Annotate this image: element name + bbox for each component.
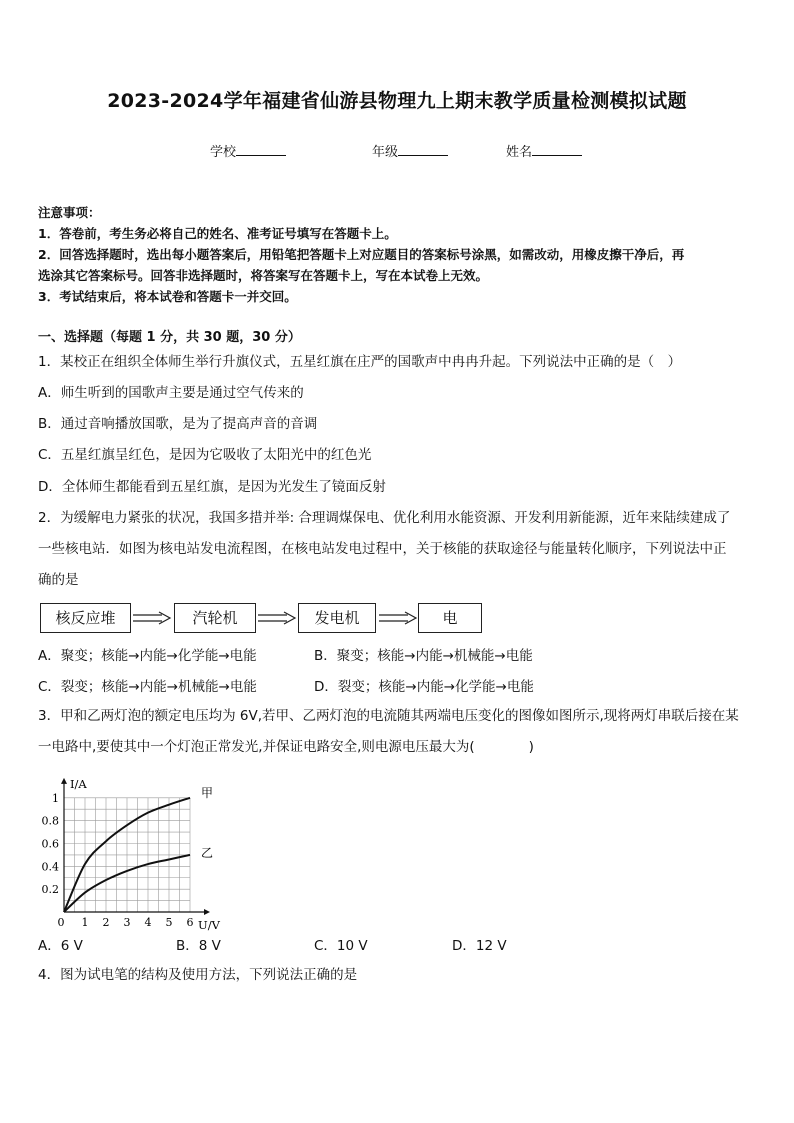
note-item: 3．考试结束后，将本试卷和答题卡一并交回。: [38, 289, 297, 304]
y-tick-label: 0.6: [41, 837, 59, 851]
q2-stem-line3: 确的是: [38, 572, 79, 588]
y-tick-label: 0.2: [41, 883, 59, 897]
q2-stem-line1: 2．为缓解电力紧张的状况，我国多措并举: 合理调煤保电、优化利用水能资源、开发利用新能源，近年来陆续建成了: [38, 510, 731, 526]
q3-option-a[interactable]: A．6 V: [38, 938, 83, 954]
y-axis-label: I/A: [70, 776, 87, 791]
flow-arrow-icon: [378, 611, 418, 625]
section-heading: 一、选择题（每题 1 分，共 30 题，30 分）: [38, 330, 301, 345]
q1-option-b[interactable]: B．通过音响播放国歌，是为了提高声音的音调: [38, 416, 318, 432]
iu-chart-svg: [36, 770, 236, 932]
q3-option-d[interactable]: D．12 V: [452, 938, 507, 954]
q2-option-b[interactable]: B．聚变；核能→内能→机械能→电能: [314, 648, 533, 664]
notes-heading: 注意事项：: [38, 205, 101, 220]
q3-option-c[interactable]: C．10 V: [314, 938, 368, 954]
x-tick-label: 4: [144, 916, 152, 929]
school-label: 学校: [210, 145, 237, 160]
name-label: 姓名: [506, 145, 533, 160]
q2-stem-line2: 一些核电站．如图为核电站发电流程图，在核电站发电过程中，关于核能的获取途径与能量转化顺序，下列说法中正: [38, 541, 727, 557]
school-blank[interactable]: [236, 143, 286, 156]
q3-stem-line2: 一电路中,要使其中一个灯泡正常发光,并保证电路安全,则电源电压最大为( ): [38, 739, 534, 755]
x-tick-label: 0: [57, 916, 65, 929]
x-tick-label: 3: [123, 916, 131, 929]
q2-option-d[interactable]: D．裂变；核能→内能→化学能→电能: [314, 679, 534, 695]
notes-block: [38, 202, 760, 307]
school-field: [210, 141, 286, 160]
q3-stem-line1: 3．甲和乙两灯泡的额定电压均为 6V,若甲、乙两灯泡的电流随其两端电压变化的图像如图所示,现将两灯串联后接在某: [38, 708, 739, 724]
q2-option-a[interactable]: A．聚变；核能→内能→化学能→电能: [38, 648, 257, 664]
flow-box-reactor: 核反应堆: [40, 603, 131, 633]
q2-option-c[interactable]: C．裂变；核能→内能→机械能→电能: [38, 679, 257, 695]
note-item: 1．答卷前，考生务必将自己的姓名、准考证号填写在答题卡上。: [38, 226, 397, 241]
x-tick-label: 6: [186, 916, 194, 929]
flow-arrow-icon: [132, 611, 172, 625]
x-tick-label: 1: [81, 916, 89, 929]
x-tick-label: 5: [165, 916, 173, 929]
note-item: 选涂其它答案标号。回答非选择题时，将答案写在答题卡上，写在本试卷上无效。: [38, 268, 489, 283]
x-tick-label: 2: [102, 916, 110, 929]
q4-stem: 4．图为试电笔的结构及使用方法，下列说法正确的是: [38, 967, 358, 983]
q1-option-c[interactable]: C．五星红旗呈红色，是因为它吸收了太阳光中的红色光: [38, 447, 372, 463]
grade-label: 年级: [372, 145, 399, 160]
grade-blank[interactable]: [398, 143, 448, 156]
note-item: 2．回答选择题时，选出每小题答案后，用铅笔把答题卡上对应题目的答案标号涂黑，如需改动，用橡皮擦干净后，再: [38, 247, 685, 262]
flow-diagram: [40, 603, 500, 633]
flow-box-electricity: 电: [418, 603, 482, 633]
flow-box-turbine: 汽轮机: [174, 603, 256, 633]
grade-field: [372, 141, 448, 160]
y-axis-arrow-icon: [61, 778, 67, 784]
q1-option-d[interactable]: D．全体师生都能看到五星红旗，是因为光发生了镜面反射: [38, 479, 386, 495]
exam-title: 2023-2024学年福建省仙游县物理九上期末教学质量检测模拟试题: [107, 90, 687, 112]
y-tick-label: 1: [52, 791, 59, 805]
name-blank[interactable]: [532, 143, 582, 156]
series-label: 甲: [201, 785, 214, 800]
name-field: [506, 141, 582, 160]
x-axis-arrow-icon: [204, 909, 210, 915]
y-tick-label: 0.8: [41, 814, 59, 828]
y-tick-label: 0.4: [41, 860, 59, 874]
q3-option-b[interactable]: B．8 V: [176, 938, 221, 954]
x-axis-label: U/V: [198, 918, 220, 932]
iu-chart: [36, 770, 236, 932]
series-label: 乙: [201, 845, 214, 860]
flow-box-generator: 发电机: [298, 603, 376, 633]
flow-arrow-icon: [257, 611, 297, 625]
q1-stem: 1．某校正在组织全体师生举行升旗仪式，五星红旗在庄严的国歌声中冉冉升起。下列说法中正确的是（ ）: [38, 354, 682, 370]
q1-option-a[interactable]: A．师生听到的国歌声主要是通过空气传来的: [38, 385, 304, 401]
